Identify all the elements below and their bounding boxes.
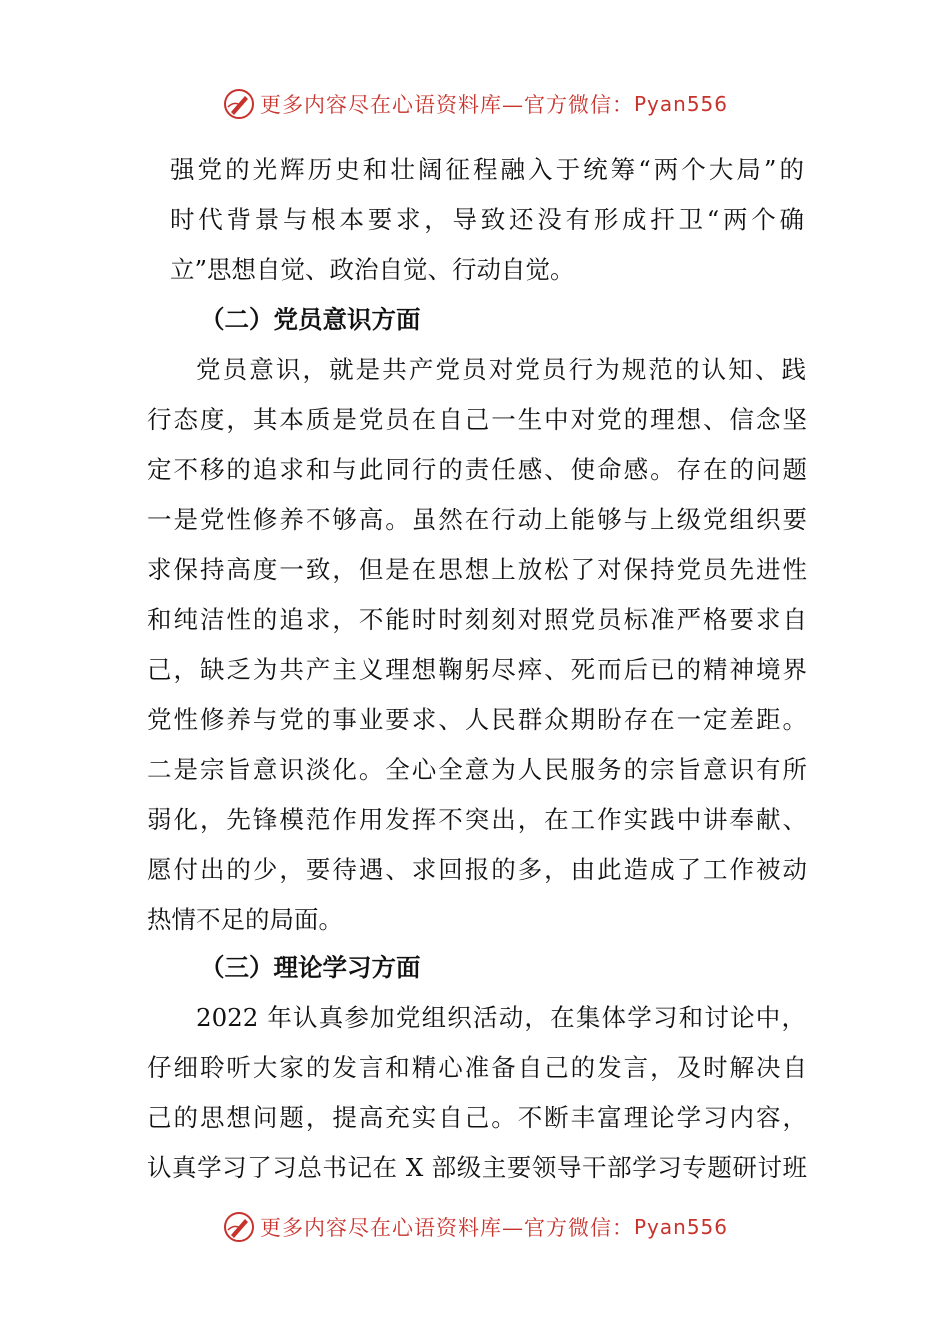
paragraph-line: 立”思想自觉、政治自觉、行动自觉。 — [170, 255, 575, 284]
watermark-wechat-id: Pyan556 — [633, 92, 728, 116]
paragraph-line: 党员意识，就是共产党员对党员行为规范的认知、践 — [196, 355, 806, 384]
paragraph-line: 弱化，先锋模范作用发挥不突出，在工作实践中讲奉献、 — [147, 805, 807, 834]
paragraph-line: 行态度，其本质是党员在自己一生中对党的理想、信念坚 — [147, 405, 807, 434]
paragraph-line: 热情不足的局面。 — [147, 905, 343, 934]
section-heading: （三）理论学习方面 — [200, 953, 421, 982]
paragraph-line: 和纯洁性的追求，不能时时刻刻对照党员标准严格要求自 — [147, 605, 807, 634]
section-heading: （二）党员意识方面 — [200, 305, 421, 334]
watermark-text: 更多内容尽在心语资料库—官方微信： — [259, 93, 634, 117]
paragraph-line: 2022 年认真参加党组织活动，在集体学习和讨论中， — [196, 1003, 806, 1032]
paragraph-line: 求保持高度一致，但是在思想上放松了对保持党员先进性 — [147, 555, 807, 584]
watermark-banner-top — [0, 84, 950, 124]
pen-logo-icon — [222, 1210, 256, 1244]
paragraph-line: 仔细聆听大家的发言和精心准备自己的发言，及时解决自 — [147, 1053, 807, 1082]
watermark-text: 更多内容尽在心语资料库—官方微信： — [259, 1216, 634, 1240]
watermark-banner-bottom — [0, 1207, 950, 1247]
paragraph-line: 时代背景与根本要求，导致还没有形成扞卫“两个确 — [170, 205, 804, 234]
paragraph-line: 己的思想问题，提高充实自己。不断丰富理论学习内容， — [147, 1103, 807, 1132]
pen-logo-icon — [222, 87, 256, 121]
paragraph-line: 一是党性修养不够高。虽然在行动上能够与上级党组织要 — [147, 505, 807, 534]
paragraph-line: 党性修养与党的事业要求、人民群众期盼存在一定差距。 — [147, 705, 807, 734]
paragraph-line: 定不移的追求和与此同行的责任感、使命感。存在的问题 — [147, 455, 807, 484]
paragraph-line: 强党的光辉历史和壮阔征程融入于统筹“两个大局”的 — [170, 155, 804, 184]
paragraph-line: 认真学习了习总书记在 X 部级主要领导干部学习专题研讨班 — [147, 1153, 807, 1182]
paragraph-line: 己，缺乏为共产主义理想鞠躬尽瘁、死而后已的精神境界 — [147, 655, 807, 684]
paragraph-line: 愿付出的少，要待遇、求回报的多，由此造成了工作被动 — [147, 855, 807, 884]
paragraph-line: 二是宗旨意识淡化。全心全意为人民服务的宗旨意识有所 — [147, 755, 807, 784]
watermark-wechat-id: Pyan556 — [633, 1215, 728, 1239]
